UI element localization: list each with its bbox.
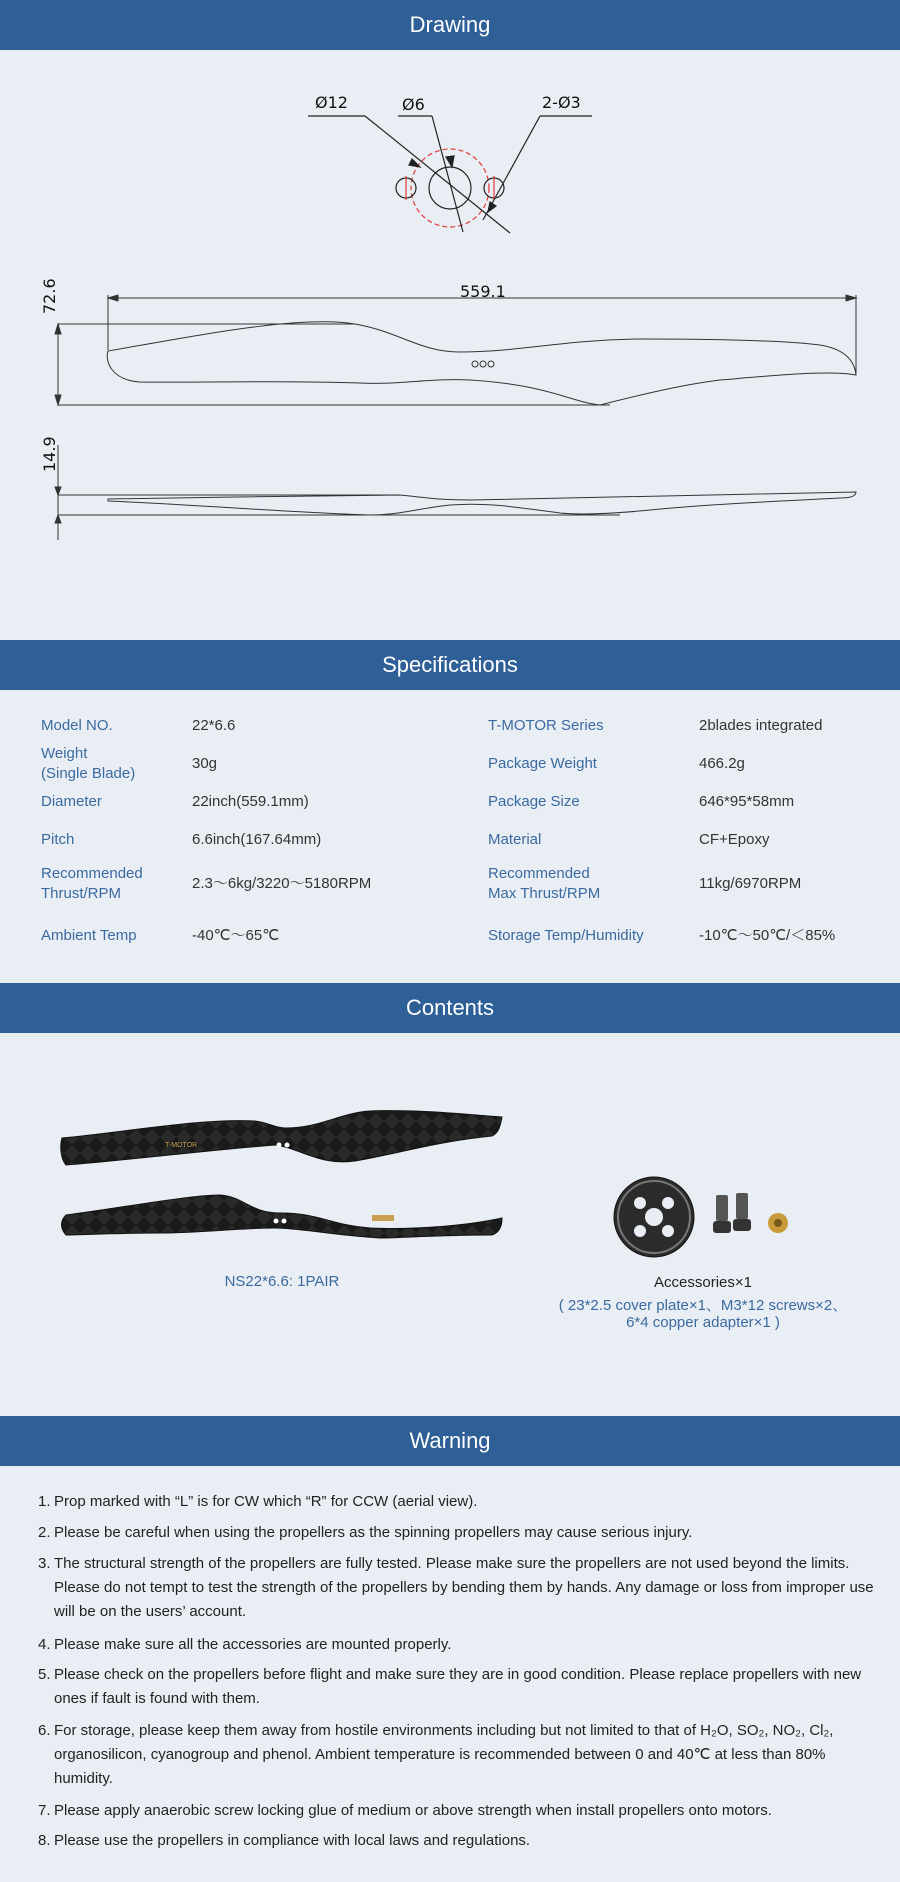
spec-label: Model NO. [41,717,113,734]
spec-value: 22inch(559.1mm) [192,793,309,810]
propeller-caption: NS22*6.6: 1PAIR [224,1273,340,1290]
section-header-specifications [0,640,900,690]
spec-value: 2.3～6kg/3220～5180RPM [192,875,372,892]
section-title: Drawing [409,12,491,37]
warning-text: Please make sure all the accessories are mounted properly. [54,1636,452,1653]
copper-adapter [768,1213,788,1233]
warning-text: Please check on the propellers before flight and make sure they are in good condition. Please replace propellers with new ones if fault is found with them. [54,1666,862,1707]
spec-label: Diameter [41,793,102,810]
spec-value: 646*95*58mm [699,793,795,810]
spec-value: 466.2g [699,755,745,772]
spec-label: Package Size [488,793,580,810]
warning-item [38,1633,878,1657]
propeller-top-view [55,295,856,405]
m3-screws [713,1193,751,1233]
propeller-blade-upper [61,1111,502,1165]
dim-hub-outer: Ø12 [315,93,348,112]
warning-number: 6. [38,1722,51,1739]
spec-value: 6.6inch(167.64mm) [192,831,322,848]
warning-item [38,1829,878,1853]
contents-illustration [0,1033,900,1416]
spec-label: Pitch [41,831,75,848]
warning-list [0,1467,900,1882]
warning-number: 4. [38,1636,51,1653]
warning-item [38,1663,878,1711]
warning-number: 3. [38,1555,51,1572]
spec-value: -10℃～50℃/＜85% [699,927,836,944]
warning-item [38,1490,878,1514]
warning-item [38,1521,878,1545]
spec-value: 2blades integrated [699,717,823,734]
warning-number: 2. [38,1524,51,1541]
accessories-title: Accessories×1 [654,1274,752,1291]
spec-label: Weight (Single Blade) [41,745,136,782]
dim-width: 72.6 [40,278,59,314]
section-title: Warning [409,1428,491,1453]
propeller-side-view [55,445,856,540]
spec-label: Material [488,831,542,848]
section-header-warning [0,1416,900,1466]
spec-label: Recommended Thrust/RPM [41,865,143,902]
warning-text: Please use the propellers in compliance with local laws and regulations. [54,1832,531,1849]
warning-number: 7. [38,1802,51,1819]
brand-mark: T-MOTOR [165,1142,198,1149]
section-title: Contents [405,995,495,1020]
cover-plate [614,1177,694,1257]
package-contents [0,1033,900,1416]
drawing-svg [0,50,900,640]
accessories-detail-line1: ( 23*2.5 cover plate×1、M3*12 screws×2、 [558,1297,848,1314]
accessories-detail-line2: 6*4 copper adapter×1 ) [626,1314,780,1331]
spec-value: 11kg/6970RPM [699,875,802,892]
spec-value: 30g [192,755,218,772]
section-title: Specifications [382,652,518,677]
dim-length: 559.1 [460,282,506,301]
warning-text: Please be careful when using the propellers as the spinning propellers may cause serious injury. [54,1524,693,1541]
dim-mount-holes: 2-Ø3 [542,93,581,112]
section-header-drawing [0,0,900,50]
spec-label: Ambient Temp [41,927,137,944]
spec-value: CF+Epoxy [699,831,770,848]
warning-text: Prop marked with “L” is for CW which “R” for CCW (aerial view). [54,1493,478,1510]
technical-drawing [0,50,900,640]
dim-thickness: 14.9 [40,436,59,472]
spec-value: -40℃～65℃ [192,927,280,944]
warning-number: 8. [38,1832,51,1849]
spec-label: T-MOTOR Series [488,717,604,734]
propeller-blade-lower [62,1195,503,1238]
warning-item [38,1799,878,1823]
warning-number: 5. [38,1666,51,1683]
warning-text: Please apply anaerobic screw locking glue of medium or above strength when install propellers onto motors. [54,1802,772,1819]
specifications-table [0,690,900,982]
warning-text: The structural strength of the propellers are fully tested. Please make sure the propellers are not used beyond the limits. Please do not tempt to test the strength of the propellers by bending them by hands. Any damage or loss from improper use will be on the users’ account. [54,1555,874,1620]
spec-label: Storage Temp/Humidity [488,927,644,944]
spec-label: Recommended Max Thrust/RPM [488,865,601,902]
warning-item [38,1552,878,1624]
spec-label: Package Weight [488,755,597,772]
hub-detail [308,116,592,233]
warning-number: 1. [38,1493,51,1510]
warning-text: For storage, please keep them away from hostile environments including but not limited to that of H₂O, SO₂, NO₂, Cl₂, organosilicon, cyanogroup and phenol. Ambient temperature is recommended between 0 and 40℃ at less than 80% humidity. [54,1722,834,1787]
warning-item [38,1719,878,1791]
dim-hub-inner: Ø6 [402,95,425,114]
section-header-contents [0,983,900,1033]
spec-value: 22*6.6 [192,717,236,734]
